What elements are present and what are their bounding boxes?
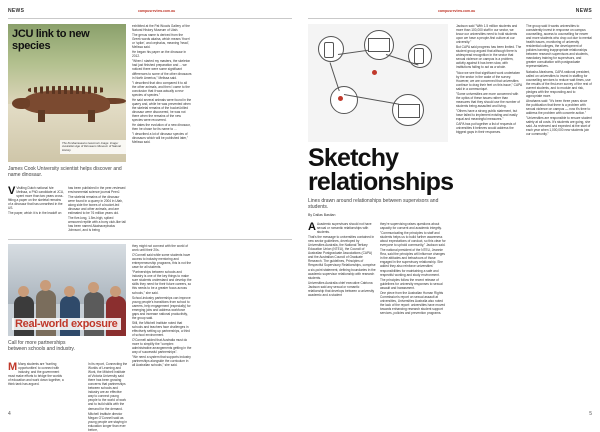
article-standfirst: Lines drawn around relationships between supervisors and students. [308,198,439,210]
drop-cap: A [308,221,316,233]
site-url[interactable]: campusreview.com.au [438,9,476,13]
article-column: V Visiting Dutch national Ivie Melissa, a PhD candidate at JCU, spent more than two years cross-fitting a paper on the skeletal remains of a dinosaur that has unearthed in the US. The paper, which it is in the leadoff on [8,185,65,216]
article-column: A Academic supervisors should not have sexual or romantic relationships with students. That's the message to universities contained in new sector guidelines, developed by Universities Australia, the National Tertiary Education Union (NTEU), the Council of Australian Postgraduate Associations (CAPA) and the Australian Council of Graduate Research. The guidelines, Principles of Respectful Supervisory Relationships, comprise a six-point statement, defining boundaries in the academic supervisor relationship with research students. Universities Australia chief executive Catriona Jackson said any sexual or romantic relationship that develops between a university academic and a student [308,221,376,297]
article-column: Jackson said "With 1.5 million students and more than 100,000 staff in our sector, we know our universities need to hold students upon we have a people-first culture at our university." But CAPA said progress has been limited. The student group argued that although there is widespread recognition in the sector that sexual violence on campus is a problem, activity against it has been slow, with institutions failing to act as a whole. "Now we see that significant work undertaken by the sector in the wake of the survey. However, we are concerned that universities continue to drag their feet on this issue," CAPA said in a communiqué. "Some universities are more concerned with the optics of these issues rather than measures that they should use the number of students being assaulted and living. "Others have a strong public statement, but have failed to implement existing and easily equal and meaningful measures." CAPA has put together a list of requests of universities it believes would address the biggest gaps in their responses. The group said it wants universities to consistently invest in response on campus counselling, access to counselling for newer and more students who drop out due to mental health issues, monitoring of university residential colleges, the development of policies banning inappropriate relationships between research supervisors and students, mandatory training for supervisors, and greater consultation with postgraduate representatives. Natasha Abrahams, CAPA national president, called on universities to invest in staffing for counselling services to reduce wait times, use the results of the first-ever survey of the rest of current students, and to module and risk, pledges with the responding and to appropriate more. Abrahams said: "It's been three years since the publication that there is a problem with sexual violence on campus — now it's time to address the problem with concrete action." "Universities are responsible to ensure student safety at all costs. It's students are going, she said. As reviewed and expected at the start of each year when 1,000,000 new students join our community." [456,24,592,137]
section-label: NEWS [575,8,592,14]
article-column: they might not connect with the world of work until their 20s. O'Connell said while some students have access to industry mentoring and entrepreneurship programs, this is not the case for all students. "Partnerships between schools and industry is one of the key things to make sure students understand and develop the skills they need for their future careers, so this needs to be a greater focus across schools," she said. School-industry partnerships can improve young people's transitions from school to careers, help engagement (especially) for emerging jobs and address workforce gaps and increase national productivity, the group said. Still, the Mitchell Institute noted that schools and teachers face challenges in effectively setting up partnerships, a third of school environment. O'Connell added that Australia must do more to simplify the "complex administrative arrangements getting in the way of successful partnerships". "We need a system that supports industry partnerships alongside the curriculum in all Australian schools," she said. [132,244,192,368]
article-column: exhibited at the Pat Woods Gallery of the Natural History Museum of Utah. The genus name is derived from the Greek words akaina, which means 'thorn' or 'spike', and cephalus, meaning 'head', Melissa said. He began his paper on the dinosaur in 2012. "When I started my masters, the skeleton had just finished preparation and ... we noticed there were some significant differences to some of the other dinosaurs in North America," Melissa said. "I described that dino compared it to all the other animals, and then I came to the conclusion that it was actually a new species of species." He said several animals were found in the quarry and, while he was prevented when the skeletal remains of the bucket-billed dinosaur were discovered, he was not there when the remains of the new species were recovered. He dates the evolution of a new dinosaur, then he chose for its name to ... "I described a lot of dinosaur species of dinosaurs which will be published later," Melissa said. [132,24,192,145]
article-divider [8,239,292,240]
site-url[interactable]: campusreview.com.au [138,9,176,13]
page-number: 5 [589,411,592,417]
page-number: 4 [8,411,11,417]
illustration [308,24,448,142]
article-title: Sketchy relationships [308,144,454,196]
article-column: has been published in the peer-reviewed environmental science journal PeerJ. The skeletal remains of the dinosaur were found in a quarry in 2004 in Utah, along side the bones of a bucket-led dinosaur and other animals, and are estimated to be 76 million years old. The five-long, 1.5m-high, spiked armoured reptile with a bony club-like tail has been named Akainacephalus Johnsoni, and is being [68,186,126,233]
header-rule [308,18,592,19]
drop-cap: M [8,361,18,373]
drop-cap: V [8,185,16,197]
article-standfirst: James Cook University scientist helps discover and name dinosaur. [8,166,122,178]
article-column: M Many students are 'hunting opportunities' to connect with industry, and the government must make efforts to bridge the worlds of education and work down together, a think tank has argued. [8,361,64,387]
header-rule [8,18,292,19]
students-photo [8,244,126,336]
section-label: NEWS [8,8,25,14]
article-column: In its report, Connecting the Worlds of Learning and Work, the Mitchell Institute at Victoria University said there has been growing concerns that partnerships between schools and industry are an effective way to connect young people to the world of work and to build skills with the demand for the demand. Mitchell Institute director Megan O'Connell said as young people are staying in education longer than ever before, [88,362,128,432]
right-header [308,8,592,18]
article-standfirst: Call for more partnerships between schools and industry. [8,340,75,352]
article-column: they're supervising raises questions about capacity for consent and academic integrity. "Communicating the principles to staff and students helps us to build further awareness about expectations of conduct, so this clear for everyone to uphold community," Jackson said. The national president of the NTEU, Jeannie Rea, said the principles will influence changes in the attitudes and behaviours of those engaged in the supervisory relationship. She added they also reinforce universities' responsibilities for maintaining a safe and respectful working and study environment. The principles follow the recent release of guidelines for university responses to sexual assault and harassment. One piece from the Australian Human Rights Commission's report on sexual assault at universities, Universities Australia also noted the lack of the report: universities have moved towards enhancing research student support services, policies and prevention programs. [380,222,446,315]
dinosaur-photo [8,24,126,162]
right-page [300,0,600,423]
photo-caption: The Kunbarrasaurus Ieevorum image. Image: Australian Age of Dinosaurs Museum of Natural History. [60,140,126,154]
article-title: JCU link to new species [12,28,90,52]
byline: By Dallas Bastian [308,213,336,217]
article-title: Real-world exposure [12,318,121,330]
left-header [8,8,292,18]
